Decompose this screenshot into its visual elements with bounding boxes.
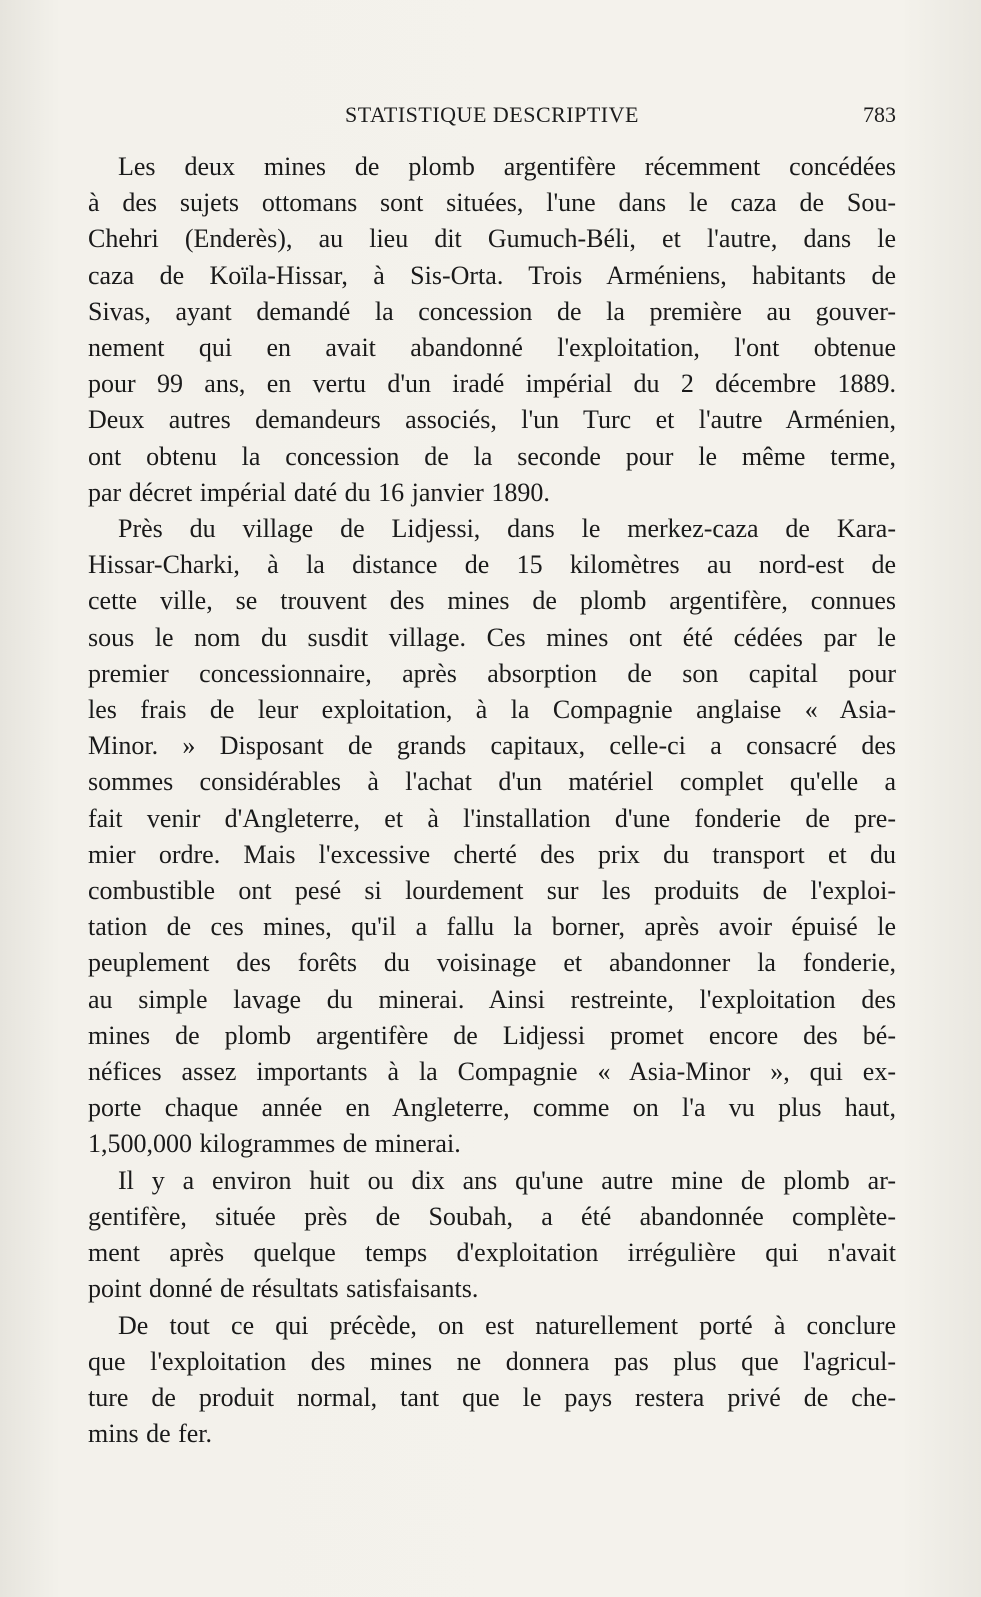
text-line: combustible ont pesé si lourdement sur les produits de l'exploi-: [88, 876, 896, 906]
paragraph-silver-lead-concessions: [88, 149, 896, 511]
text-line: peuplement des forêts du voisinage et abandonner la fonderie,: [88, 948, 896, 978]
text-line: les frais de leur exploitation, à la Compagnie anglaise « Asia-: [88, 695, 896, 725]
text-line: 1,500,000 kilogrammes de minerai.: [88, 1129, 461, 1159]
running-head: [88, 102, 896, 132]
text-line: point donné de résultats satisfaisants.: [88, 1274, 479, 1304]
text-line: mines de plomb argentifère de Lidjessi promet encore des bé-: [88, 1020, 896, 1050]
text-line: mier ordre. Mais l'excessive cherté des prix du transport et du: [88, 839, 896, 869]
text-line: néfices assez importants à la Compagnie « Asia-Minor », qui ex-: [88, 1057, 896, 1087]
paragraph-lidjessi-mines: [88, 511, 896, 1163]
text-line: tation de ces mines, qu'il a fallu la borner, après avoir épuisé le: [88, 912, 896, 942]
body-text: [88, 149, 896, 1452]
text-line: Il y a environ huit ou dix ans qu'une autre mine de plomb ar-: [118, 1165, 896, 1195]
text-line: Sivas, ayant demandé la concession de la première au gouver-: [88, 296, 896, 326]
text-line: De tout ce qui précède, on est naturellement porté à conclure: [118, 1310, 896, 1340]
text-line: par décret impérial daté du 16 janvier 1890.: [88, 477, 550, 507]
text-line: nement qui en avait abandonné l'exploitation, l'ont obtenue: [88, 333, 896, 363]
paragraph-soubah-mine: [88, 1163, 896, 1308]
text-line: que l'exploitation des mines ne donnera pas plus que l'agricul-: [88, 1346, 896, 1376]
text-line: premier concessionnaire, après absorption de son capital pour: [88, 658, 896, 688]
text-line: Minor. » Disposant de grands capitaux, celle-ci a consacré des: [88, 731, 896, 761]
text-line: Chehri (Enderès), au lieu dit Gumuch-Béli, et l'autre, dans le: [88, 224, 896, 254]
text-line: ont obtenu la concession de la seconde pour le même terme,: [88, 441, 896, 471]
text-line: Près du village de Lidjessi, dans le merkez-caza de Kara-: [118, 514, 896, 544]
text-line: gentifère, située près de Soubah, a été abandonnée complète-: [88, 1201, 896, 1231]
text-line: ture de produit normal, tant que le pays restera privé de che-: [88, 1382, 896, 1412]
text-line: cette ville, se trouvent des mines de plomb argentifère, connues: [88, 586, 896, 616]
text-line: Hissar-Charki, à la distance de 15 kilomètres au nord-est de: [88, 550, 896, 580]
page-number: 783: [863, 102, 896, 127]
text-line: caza de Koïla-Hissar, à Sis-Orta. Trois Arméniens, habitants de: [88, 260, 896, 290]
text-line: au simple lavage du minerai. Ainsi restreinte, l'exploitation des: [88, 984, 896, 1014]
paragraph-conclusion: [88, 1308, 896, 1453]
text-line: pour 99 ans, en vertu d'un iradé impérial du 2 décembre 1889.: [88, 369, 896, 399]
text-line: ment après quelque temps d'exploitation irrégulière qui n'avait: [88, 1238, 896, 1268]
running-title: STATISTIQUE DESCRIPTIVE: [345, 102, 639, 127]
text-line: Les deux mines de plomb argentifère récemment concédées: [118, 152, 896, 181]
text-line: porte chaque année en Angleterre, comme on l'a vu plus haut,: [88, 1093, 896, 1123]
text-line: mins de fer.: [88, 1419, 213, 1449]
text-line: sommes considérables à l'achat d'un matériel complet qu'elle a: [88, 767, 896, 797]
text-line: à des sujets ottomans sont situées, l'une dans le caza de Sou-: [88, 188, 896, 218]
text-line: fait venir d'Angleterre, et à l'installation d'une fonderie de pre-: [88, 803, 896, 833]
text-line: sous le nom du susdit village. Ces mines ont été cédées par le: [88, 622, 896, 652]
text-line: Deux autres demandeurs associés, l'un Turc et l'autre Arménien,: [88, 405, 896, 435]
